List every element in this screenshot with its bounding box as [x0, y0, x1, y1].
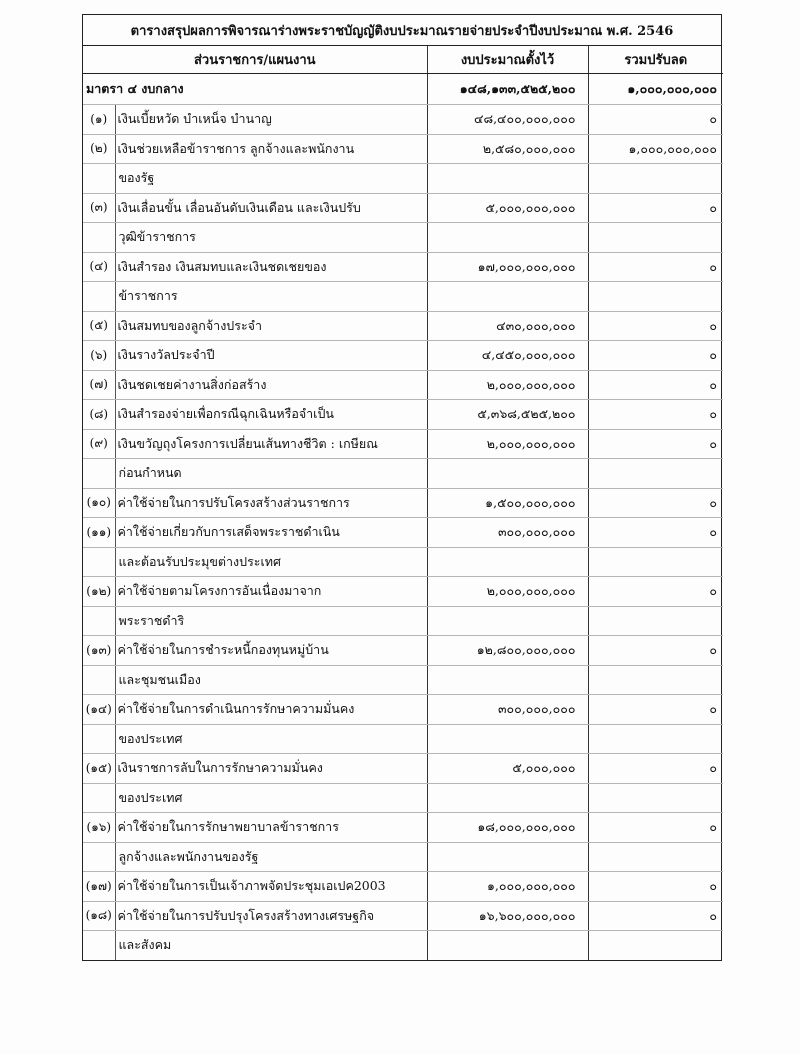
section-label: มาตรา ๔ งบกลาง: [83, 74, 427, 105]
row-description: ลูกจ้างและพนักงานของรัฐ: [115, 842, 427, 872]
row-number: (๓): [83, 193, 115, 223]
row-budget: [427, 459, 588, 489]
row-number: (๑๑): [83, 518, 115, 548]
table-row: [83, 872, 723, 902]
row-adjust: ๐: [588, 754, 723, 784]
table-row: [83, 724, 723, 754]
row-adjust: [588, 606, 723, 636]
row-description: ข้าราชการ: [115, 282, 427, 312]
row-description: ค่าใช้จ่ายในการชำระหนี้กองทุนหมู่บ้าน: [115, 636, 427, 666]
row-adjust: [588, 459, 723, 489]
row-number: [83, 842, 115, 872]
row-budget: [427, 606, 588, 636]
row-adjust: [588, 547, 723, 577]
table-row: [83, 164, 723, 194]
row-number: (๒): [83, 134, 115, 164]
row-budget: ๔๓๐,๐๐๐,๐๐๐: [427, 311, 588, 341]
row-budget: ๔,๔๕๐,๐๐๐,๐๐๐: [427, 341, 588, 371]
table-row: [83, 931, 723, 960]
row-description: เงินสำรองจ่ายเพื่อกรณีฉุกเฉินหรือจำเป็น: [115, 400, 427, 430]
row-description: ค่าใช้จ่ายตามโครงการอันเนื่องมาจาก: [115, 577, 427, 607]
table-row: [83, 223, 723, 253]
table-row: [83, 518, 723, 548]
row-budget: [427, 223, 588, 253]
row-number: (๔): [83, 252, 115, 282]
table-row: [83, 606, 723, 636]
row-description: ค่าใช้จ่ายในการเป็นเจ้าภาพจัดประชุมเอเปค2003: [115, 872, 427, 902]
row-description: ก่อนกำหนด: [115, 459, 427, 489]
row-description: ค่าใช้จ่ายในการรักษาพยาบาลข้าราชการ: [115, 813, 427, 843]
row-description: เงินเลื่อนขั้น เลื่อนอันดับเงินเดือน และเงินปรับ: [115, 193, 427, 223]
row-adjust: ๐: [588, 695, 723, 725]
row-adjust: ๐: [588, 577, 723, 607]
table-row: [83, 311, 723, 341]
row-budget: [427, 665, 588, 695]
row-number: (๑): [83, 105, 115, 135]
row-number: (๙): [83, 429, 115, 459]
row-number: [83, 459, 115, 489]
table-row: [83, 577, 723, 607]
row-budget: ๒,๕๘๐,๐๐๐,๐๐๐: [427, 134, 588, 164]
row-budget: ๑๒,๘๐๐,๐๐๐,๐๐๐: [427, 636, 588, 666]
row-description: และชุมชนเมือง: [115, 665, 427, 695]
row-budget: ๕,๐๐๐,๐๐๐,๐๐๐: [427, 193, 588, 223]
table-row: [83, 282, 723, 312]
row-budget: [427, 164, 588, 194]
row-adjust: ๐: [588, 370, 723, 400]
row-description: เงินช่วยเหลือข้าราชการ ลูกจ้างและพนักงาน: [115, 134, 427, 164]
table-row: [83, 813, 723, 843]
row-number: [83, 724, 115, 754]
budget-summary-table: [82, 14, 722, 961]
row-adjust: [588, 842, 723, 872]
row-description: ค่าใช้จ่ายในการปรับปรุงโครงสร้างทางเศรษฐกิจ: [115, 901, 427, 931]
section-budget: ๑๔๘,๑๓๓,๕๒๕,๒๐๐: [427, 74, 588, 105]
row-description: ค่าใช้จ่ายในการดำเนินการรักษาความมั่นคง: [115, 695, 427, 725]
row-number: (๑๒): [83, 577, 115, 607]
row-number: (๑๓): [83, 636, 115, 666]
row-budget: ๑๗,๐๐๐,๐๐๐,๐๐๐: [427, 252, 588, 282]
row-number: (๑๕): [83, 754, 115, 784]
row-budget: [427, 724, 588, 754]
row-number: (๑๔): [83, 695, 115, 725]
row-description: และต้อนรับประมุขต่างประเทศ: [115, 547, 427, 577]
row-description: เงินรางวัลประจำปี: [115, 341, 427, 371]
table-row: [83, 842, 723, 872]
row-budget: ๒,๐๐๐,๐๐๐,๐๐๐: [427, 370, 588, 400]
row-budget: ๔๘,๔๐๐,๐๐๐,๐๐๐: [427, 105, 588, 135]
row-number: [83, 606, 115, 636]
header-row: [83, 46, 723, 74]
row-budget: [427, 842, 588, 872]
row-number: (๑๐): [83, 488, 115, 518]
row-adjust: ๐: [588, 872, 723, 902]
row-description: ค่าใช้จ่ายในการปรับโครงสร้างส่วนราชการ: [115, 488, 427, 518]
row-budget: ๑๘,๐๐๐,๐๐๐,๐๐๐: [427, 813, 588, 843]
row-adjust: [588, 783, 723, 813]
row-description: เงินสมทบของลูกจ้างประจำ: [115, 311, 427, 341]
row-budget: [427, 282, 588, 312]
row-adjust: ๐: [588, 252, 723, 282]
section-adjust: ๑,๐๐๐,๐๐๐,๐๐๐: [588, 74, 723, 105]
table-row: [83, 341, 723, 371]
row-adjust: ๐: [588, 488, 723, 518]
row-number: [83, 665, 115, 695]
row-adjust: ๑,๐๐๐,๐๐๐,๐๐๐: [588, 134, 723, 164]
row-number: (๖): [83, 341, 115, 371]
table-row: [83, 547, 723, 577]
row-budget: ๒,๐๐๐,๐๐๐,๐๐๐: [427, 577, 588, 607]
row-description: เงินสำรอง เงินสมทบและเงินชดเชยของ: [115, 252, 427, 282]
row-budget: ๓๐๐,๐๐๐,๐๐๐: [427, 518, 588, 548]
table-row: [83, 105, 723, 135]
row-number: [83, 931, 115, 960]
table-row: [83, 252, 723, 282]
row-adjust: [588, 931, 723, 960]
row-description: เงินราชการลับในการรักษาความมั่นคง: [115, 754, 427, 784]
section-row: [83, 74, 723, 105]
row-adjust: ๐: [588, 341, 723, 371]
row-description: เงินขวัญถุงโครงการเปลี่ยนเส้นทางชีวิต : เกษียณ: [115, 429, 427, 459]
table-row: [83, 193, 723, 223]
row-budget: ๑,๐๐๐,๐๐๐,๐๐๐: [427, 872, 588, 902]
row-budget: ๓๐๐,๐๐๐,๐๐๐: [427, 695, 588, 725]
table-row: [83, 901, 723, 931]
row-budget: ๕,๓๖๘,๕๒๕,๒๐๐: [427, 400, 588, 430]
header-unit: ส่วนราชการ/แผนงาน: [83, 46, 427, 74]
row-adjust: ๐: [588, 400, 723, 430]
row-number: [83, 223, 115, 253]
row-number: [83, 164, 115, 194]
budget-table: [83, 46, 723, 960]
row-adjust: [588, 282, 723, 312]
row-adjust: ๐: [588, 636, 723, 666]
table-row: [83, 754, 723, 784]
row-number: [83, 547, 115, 577]
row-adjust: ๐: [588, 105, 723, 135]
row-description: ของประเทศ: [115, 783, 427, 813]
table-row: [83, 488, 723, 518]
row-description: ค่าใช้จ่ายเกี่ยวกับการเสด็จพระราชดำเนิน: [115, 518, 427, 548]
row-budget: ๑๖,๖๐๐,๐๐๐,๐๐๐: [427, 901, 588, 931]
row-budget: [427, 547, 588, 577]
row-number: [83, 282, 115, 312]
row-adjust: [588, 223, 723, 253]
row-adjust: ๐: [588, 901, 723, 931]
row-number: [83, 783, 115, 813]
row-number: (๑๘): [83, 901, 115, 931]
row-adjust: [588, 665, 723, 695]
table-row: [83, 459, 723, 489]
header-adjust: รวมปรับลด: [588, 46, 723, 74]
row-number: (๗): [83, 370, 115, 400]
row-adjust: [588, 724, 723, 754]
table-row: [83, 400, 723, 430]
table-body: [83, 74, 723, 960]
row-number: (๑๗): [83, 872, 115, 902]
row-adjust: ๐: [588, 193, 723, 223]
row-number: (๕): [83, 311, 115, 341]
table-row: [83, 370, 723, 400]
row-number: (๘): [83, 400, 115, 430]
row-description: เงินชดเชยค่างานสิ่งก่อสร้าง: [115, 370, 427, 400]
row-description: พระราชดำริ: [115, 606, 427, 636]
row-description: ของประเทศ: [115, 724, 427, 754]
row-number: (๑๖): [83, 813, 115, 843]
row-description: วุฒิข้าราชการ: [115, 223, 427, 253]
table-title: ตารางสรุปผลการพิจารณาร่างพระราชบัญญัติงบประมาณรายจ่ายประจำปีงบประมาณ พ.ศ. 2546: [83, 15, 721, 46]
row-description: เงินเบี้ยหวัด บำเหน็จ บำนาญ: [115, 105, 427, 135]
table-row: [83, 134, 723, 164]
row-budget: [427, 931, 588, 960]
row-description: และสังคม: [118, 937, 172, 953]
table-row: [83, 695, 723, 725]
row-budget: [427, 783, 588, 813]
row-description: ของรัฐ: [115, 164, 427, 194]
table-row: [83, 429, 723, 459]
header-budget: งบประมาณตั้งไว้: [427, 46, 588, 74]
row-budget: ๒,๐๐๐,๐๐๐,๐๐๐: [427, 429, 588, 459]
table-row: [83, 783, 723, 813]
row-adjust: ๐: [588, 518, 723, 548]
table-row: [83, 636, 723, 666]
row-adjust: ๐: [588, 813, 723, 843]
row-adjust: ๐: [588, 429, 723, 459]
row-adjust: [588, 164, 723, 194]
row-budget: ๕,๐๐๐,๐๐๐: [427, 754, 588, 784]
row-adjust: ๐: [588, 311, 723, 341]
row-budget: ๑,๕๐๐,๐๐๐,๐๐๐: [427, 488, 588, 518]
table-row: [83, 665, 723, 695]
